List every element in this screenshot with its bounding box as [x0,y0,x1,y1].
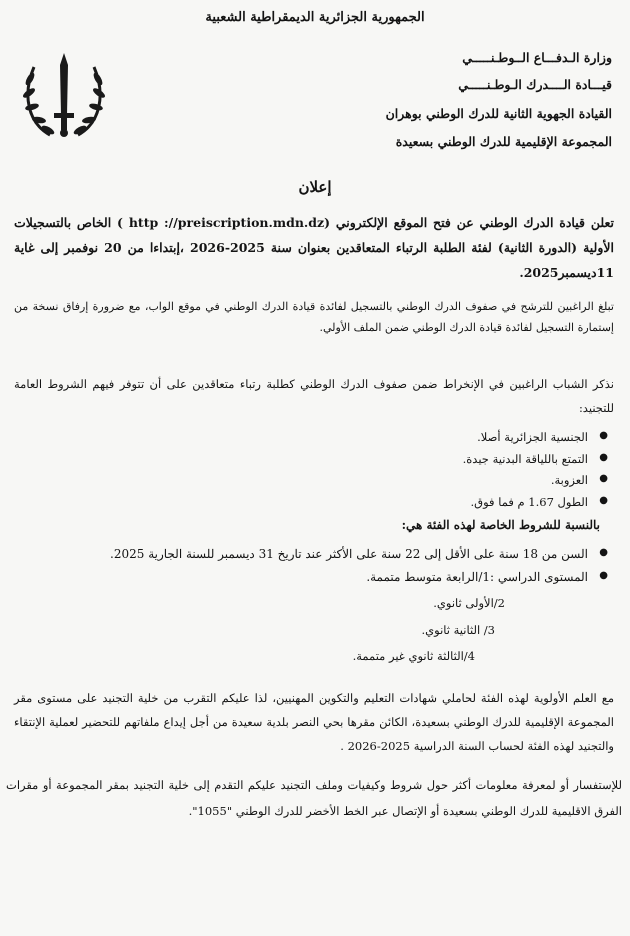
paragraph-opening: تعلن قيادة الدرك الوطني عن فتح الموقع الإلكتروني (http ://preiscription.mdn.dz ) الخاص بالتسجيلات الأولية (الدورة الثانية) لفئة الطلبة الرتباء المتعاقدين بعنوان سنة 2025-2026 ،إبتداءا من 20 نوفمبر إلى غاية 11ديسمبر2025. [14,215,614,280]
republic-title: الجمهورية الجزائرية الديمقراطية الشعبية [205,10,425,25]
list-item: ● العزوبة. [30,473,610,495]
education-level-4: 4/الثالثة ثانوي غير متممة. [352,649,475,663]
special-conditions-heading: بالنسبة للشروط الخاصة لهذه الفئة هي: [401,518,600,532]
paragraph-registration: تبلغ الراغبين للترشح في صفوف الدرك الوطني بالتسجيل لفائدة قيادة الدرك الوطني في موقع الواب، مع ضرورة إرفاق نسخة من إستمارة التسجيل لفائدة قيادة الدرك الوطني ضمن الملف الأولي. [14,300,614,334]
general-conditions-list [30,430,610,516]
paragraph-general-conditions: نذكر الشباب الراغبين في الإنخراط ضمن صفوف الدرك الوطني كطلبة رتباء متعاقدين على أن تتوفر فيهم الشروط العامة للتجنيد: [14,377,614,415]
list-item: ● السن من 18 سنة على الأقل إلى 22 سنة على الأكثر عند تاريخ 31 ديسمبر للسنة الجارية 2025. [30,547,610,570]
list-item: ● الطول 1.67 م فما فوق. [30,495,610,517]
territorial-group-line: المجموعة الإقليمية للدرك الوطني بسعيدة [395,134,612,149]
paragraph-contact: للإستفسار أو لمعرفة معلومات أكثر حول شروط وكيفيات وملف التجنيد عليكم التقدم إلى خلية التجنيد بمقر المجموعة أو مقرات الفرق الاقليمية للدرك الوطني بسعيدة أو الإتصال عبر الخط الأخضر للدرك الوطني "1055". [6,778,622,818]
regional-command-line: القيادة الجهوية الثانية للدرك الوطني بوهران [385,106,612,121]
list-item: ● المستوى الدراسي :1/الرابعة متوسط متممة. [30,570,610,593]
special-conditions-list [30,547,610,593]
gendarmerie-emblem-icon [20,45,108,145]
ministry-line: وزارة الـدفـــاع الــوطـنـــــي [462,50,612,65]
list-item: ● التمتع باللياقة البدنية جيدة. [30,452,610,474]
paragraph-priority: مع العلم الأولوية لهذه الفئة لحاملي شهادات التعليم والتكوين المهنيين، لذا عليكم التقرب من خلية التجنيد على مستوى مقر المجموعة الإقليمية للدرك الوطني بسعيدة، الكائن مقرها بحي النصر بلدية سعيدة من أجل إيداع ملفاتهم للتحضير لعملية الإنتقاء والتجنيد لهذه الفئة لحساب السنة الدراسية 2025-2026 . [14,691,614,753]
education-level-2: 2/الأولى ثانوي. [433,596,505,610]
education-level-3: 3/ الثانية ثانوي. [421,623,495,637]
list-item: ● الجنسية الجزائرية أصلا. [30,430,610,452]
announcement-title: إعلان [298,178,332,196]
command-line: قيـــادة الــــدرك الـوطـنـــــي [458,77,612,92]
